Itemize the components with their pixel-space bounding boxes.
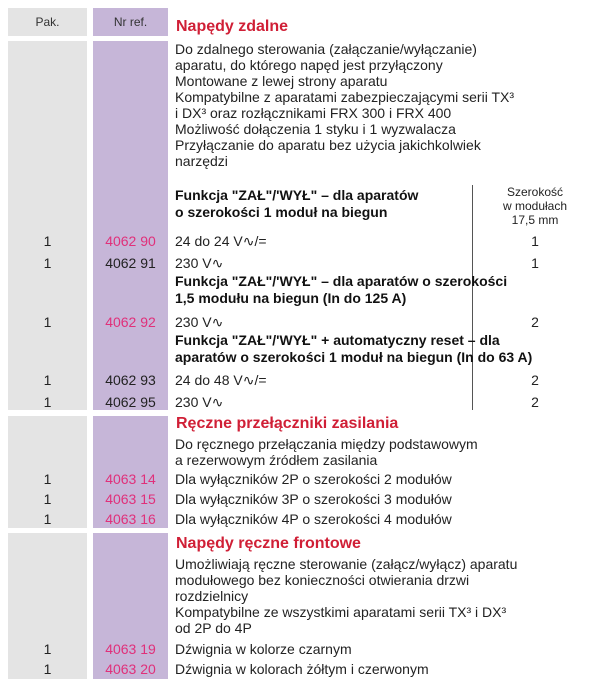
ref-column-section-1: [93, 41, 168, 410]
width-cell: 2: [531, 372, 539, 388]
subsection-title: Funkcja "ZAŁ"/'WYŁ" + automatyczny reset – dla aparatów o szerokości 1 moduł na biegun (In do 63 A): [175, 332, 533, 365]
item-label: 230 V∿: [175, 394, 224, 410]
pak-cell: 1: [43, 314, 52, 330]
ref-cell: 4063 14: [105, 471, 156, 487]
table-row: [0, 639, 599, 659]
section-description: Umożliwiają ręczne sterowanie (załącz/wyłącz) aparatu modułowego bez konieczności otwierania drzwi rozdzielnicy Kompatybilne ze wszystkimi aparatami serii TX³ i DX³ od 2P do 4P: [175, 556, 518, 636]
table-row: [0, 370, 599, 390]
section-description: Do zdalnego sterowania (załączanie/wyłączanie) aparatu, do którego napęd jest przyłączony Montowane z lewej strony aparatu Kompatybilne z aparatami zabezpieczającymi serii TX³ i DX³ oraz rozłącznikami FRX 300 i FRX 400 Możliwość dołączenia 1 styku i 1 wyzwalacza Przyłączanie do aparatu bez użycia jakichkolwiek narzędzi: [175, 41, 514, 169]
pak-cell: 1: [43, 372, 52, 388]
ref-cell: 4063 19: [105, 641, 156, 657]
pak-cell: 1: [43, 641, 52, 657]
table-row: [0, 231, 599, 251]
ref-cell: 4063 20: [105, 661, 156, 677]
section-description: Do ręcznego przełączania między podstawowym a rezerwowym źródłem zasilania: [175, 436, 478, 468]
item-label: Dźwignia w kolorach żółtym i czerwonym: [175, 661, 429, 677]
table-row: [0, 489, 599, 509]
table-row: [0, 659, 599, 679]
width-cell: 1: [531, 255, 539, 271]
table-row: [0, 312, 599, 332]
pak-cell: 1: [43, 471, 52, 487]
section-title: Napędy ręczne frontowe: [176, 535, 361, 552]
section-title: Ręczne przełączniki zasilania: [176, 415, 399, 432]
item-label: 230 V∿: [175, 314, 224, 330]
ref-cell: 4062 95: [105, 394, 156, 410]
subsection-title: Funkcja "ZAŁ"/'WYŁ" – dla aparatów o szerokości 1,5 modułu na biegun (In do 125 A): [175, 273, 508, 306]
width-cell: 2: [531, 394, 539, 410]
ref-header: Nr ref.: [113, 15, 148, 29]
pak-cell: 1: [43, 661, 52, 677]
pak-column-section-1: [8, 41, 87, 410]
subsection-title: Funkcja "ZAŁ"/'WYŁ" – dla aparatów o szerokości 1 moduł na biegun: [175, 187, 419, 220]
item-label: 230 V∿: [175, 255, 224, 271]
table-row: [0, 469, 599, 489]
width-cell: 2: [531, 314, 539, 330]
pak-cell: 1: [43, 233, 52, 249]
item-label: Dźwignia w kolorze czarnym: [175, 641, 352, 657]
table-row: [0, 392, 599, 412]
width-column-header: Szerokość w modułach 17,5 mm: [502, 185, 568, 227]
ref-cell: 4063 16: [105, 511, 156, 527]
pak-cell: 1: [43, 491, 52, 507]
ref-cell: 4062 93: [105, 372, 156, 388]
pak-cell: 1: [43, 511, 52, 527]
item-label: 24 do 48 V∿/=: [175, 372, 267, 388]
ref-cell: 4062 92: [105, 314, 156, 330]
width-cell: 1: [531, 233, 539, 249]
item-label: Dla wyłączników 4P o szerokości 4 modułów: [175, 511, 452, 527]
item-label: Dla wyłączników 2P o szerokości 2 modułów: [175, 471, 452, 487]
section-title: Napędy zdalne: [176, 18, 289, 35]
ref-cell: 4062 90: [105, 233, 156, 249]
pak-header: Pak.: [35, 15, 60, 29]
table-row: [0, 509, 599, 529]
pak-cell: 1: [43, 255, 52, 271]
ref-cell: 4063 15: [105, 491, 156, 507]
item-label: Dla wyłączników 3P o szerokości 3 modułów: [175, 491, 452, 507]
table-row: [0, 253, 599, 273]
ref-cell: 4062 91: [105, 255, 156, 271]
pak-cell: 1: [43, 394, 52, 410]
item-label: 24 do 24 V∿/=: [175, 233, 267, 249]
